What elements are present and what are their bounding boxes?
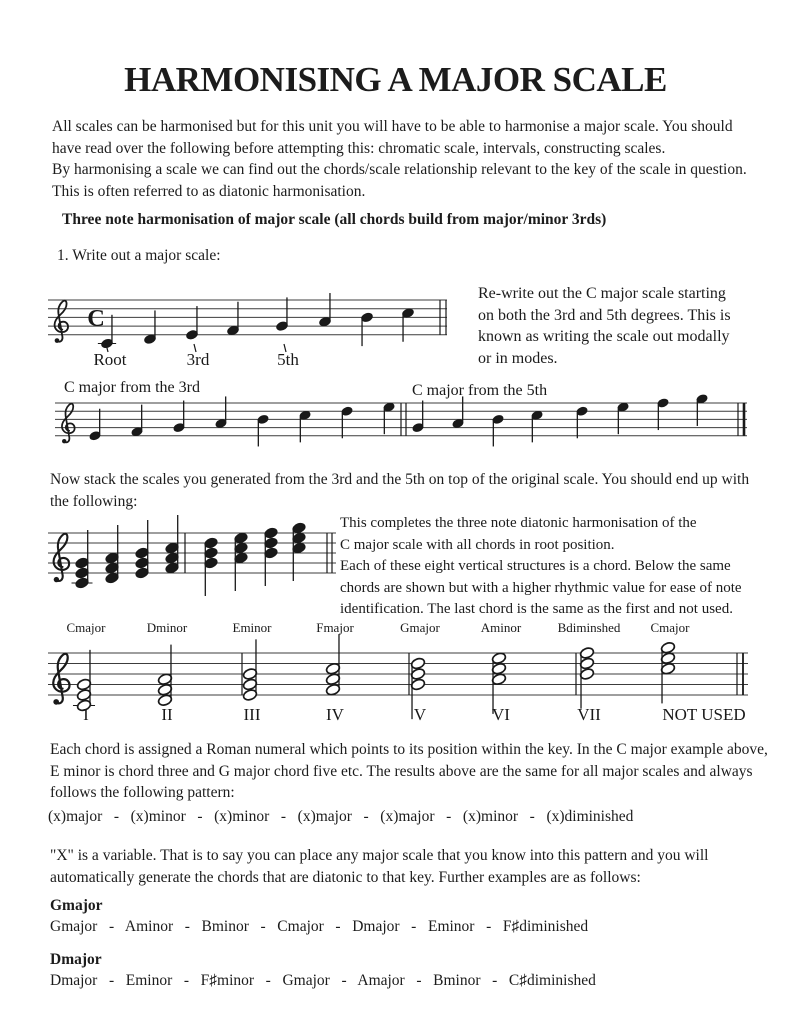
- chord-name: Cmajor: [650, 620, 690, 635]
- staff-named-chords-notation: [44, 607, 758, 729]
- numeral-paragraph: [50, 739, 768, 804]
- chord-name: Cmajor: [66, 620, 106, 635]
- text-line: known as writing the scale out modally: [478, 328, 730, 345]
- chord-name: Eminor: [232, 620, 272, 635]
- text-line: follows the following pattern:: [50, 784, 235, 801]
- text-line: identification. The last chord is the same as the first and not used.: [340, 601, 733, 618]
- pattern-row: (x)major - (x)minor - (x)minor - (x)major - (x)major - (x)minor - (x)diminished: [48, 808, 634, 825]
- text-line: By harmonising a scale we can find out the chords/scale relationship relevant to the key of the scale in question.: [52, 161, 747, 178]
- chord-name: Bdiminshed: [557, 620, 621, 635]
- section-heading: Three note harmonisation of major scale (all chords build from major/minor 3rds): [62, 211, 607, 228]
- treble-clef-icon: [62, 404, 75, 444]
- roman-numeral: III: [243, 705, 261, 724]
- step-one-label: 1. Write out a major scale:: [57, 247, 221, 264]
- roman-numeral: NOT USED: [662, 705, 746, 724]
- chord-name: Dminor: [146, 620, 188, 635]
- staff-title: C major from the 5th: [412, 382, 548, 399]
- text-line: have read over the following before attempting this: chromatic scale, intervals, constructing scales.: [52, 139, 666, 157]
- example-dmajor-row: Dmajor - Eminor - F♯minor - Gmajor - Amajor - Bminor - C♯diminished: [50, 972, 596, 989]
- variable-paragraph: [50, 845, 708, 888]
- text-line: Now stack the scales you generated from the 3rd and the 5th on top of the original scale. You should end up with: [50, 471, 750, 488]
- roman-numeral: IV: [326, 705, 344, 724]
- intro-paragraph: [52, 116, 747, 202]
- example-gmajor-heading: Gmajor: [50, 897, 103, 914]
- note-label: 3rd: [186, 350, 210, 369]
- example-gmajor-row: Gmajor - Aminor - Bminor - Cmajor - Dmajor - Eminor - F♯diminished: [50, 918, 589, 935]
- text-line: the following:: [50, 492, 138, 510]
- text-line: "X" is a variable. That is to say you can place any major scale that you know into this pattern and you will: [50, 847, 709, 864]
- chord-name: Gmajor: [400, 620, 440, 635]
- text-line: automatically generate the chords that are diatonic to that key. Further examples are as follows:: [50, 868, 641, 886]
- treble-clef-icon: [55, 301, 68, 343]
- staff-major-scale-notation: [44, 272, 456, 376]
- staff-stacked-chords-notation: [44, 512, 346, 608]
- roman-numeral: I: [83, 705, 89, 724]
- text-line: This completes the three note diatonic harmonisation of the: [340, 515, 697, 531]
- staff-modes-notation: [44, 376, 758, 458]
- treble-clef-icon: [54, 534, 70, 583]
- roman-numeral: II: [161, 705, 173, 724]
- text-line: Re-write out the C major scale starting: [478, 285, 726, 302]
- text-line: This is often referred to as diatonic harmonisation.: [52, 182, 366, 200]
- page-title: HARMONISING A MAJOR SCALE: [124, 60, 667, 99]
- staff-title: C major from the 3rd: [64, 379, 200, 396]
- text-line: chords are shown but with a higher rhythmic value for ease of note: [340, 579, 742, 596]
- text-line: C major scale with all chords in root position.: [340, 536, 615, 553]
- side-note-rewrite: [478, 283, 731, 369]
- chord-name: Fmajor: [316, 620, 354, 635]
- treble-clef-icon: [53, 654, 69, 705]
- text-line: All scales can be harmonised but for this unit you will have to be able to harmonise a major scale. You should: [52, 118, 733, 135]
- text-line: or in modes.: [478, 349, 558, 367]
- time-signature: C: [87, 305, 105, 333]
- text-line: Each chord is assigned a Roman numeral which points to its position within the key. In the C major example above,: [50, 741, 768, 758]
- roman-numeral: VII: [577, 705, 601, 724]
- chord-name: Aminor: [480, 620, 522, 635]
- text-line: on both the 3rd and 5th degrees. This is: [478, 306, 731, 324]
- text-line: Each of these eight vertical structures is a chord. Below the same: [340, 558, 731, 575]
- note-label: Root: [93, 350, 127, 369]
- note-label: 5th: [277, 350, 299, 369]
- side-note-complete: [340, 513, 742, 621]
- text-line: E minor is chord three and G major chord five etc. The results above are the same for all major scales and always: [50, 762, 753, 780]
- stack-paragraph: [50, 469, 749, 512]
- example-dmajor-heading: Dmajor: [50, 951, 102, 968]
- roman-numeral: V: [413, 705, 427, 724]
- roman-numeral: VI: [492, 705, 510, 724]
